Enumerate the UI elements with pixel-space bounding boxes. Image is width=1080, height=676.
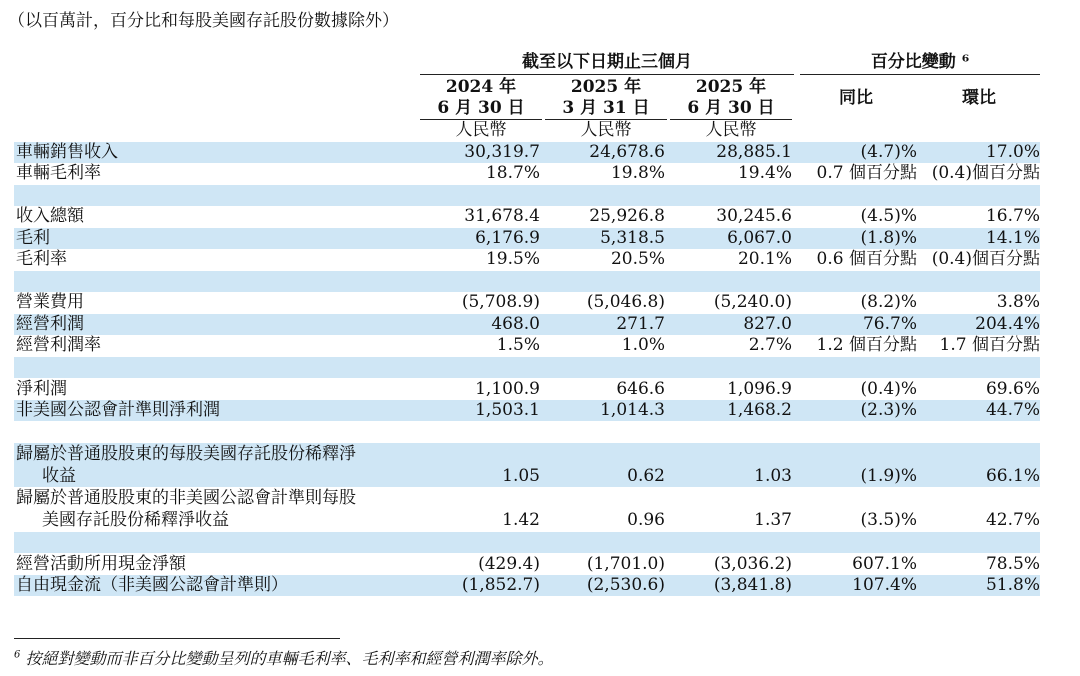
row-label: 經營利潤率 xyxy=(16,335,101,355)
footnote-text: 按絕對變動而非百分比變動呈列的車輛毛利率、毛利率和經營利潤率除外。 xyxy=(25,649,554,668)
cell-2024q2: 468.0 xyxy=(491,314,540,334)
cell-2025q2: (3,841.8) xyxy=(713,575,792,595)
cell-2025q2: 1,096.9 xyxy=(727,379,792,399)
cell-2025q2: 827.0 xyxy=(743,314,792,334)
col2-year: 2025 年 xyxy=(570,77,642,97)
header-rule-left xyxy=(420,74,794,75)
row-label: 經營利潤 xyxy=(16,314,84,334)
band xyxy=(14,532,1040,553)
cell-yoy: (1.9)% xyxy=(860,466,917,486)
cell-2025q2: 19.4% xyxy=(737,163,792,183)
cell-qoq: 42.7% xyxy=(985,510,1040,530)
table-row xyxy=(0,554,1080,575)
cell-yoy: 107.4% xyxy=(852,575,917,595)
header-rule-right xyxy=(800,74,1040,75)
row-label: 車輛銷售收入 xyxy=(16,142,118,162)
cell-qoq: (0.4)個百分點 xyxy=(931,163,1040,183)
cell-qoq: 17.0% xyxy=(985,142,1040,162)
table-row xyxy=(0,206,1080,227)
cell-2024q2: (1,852.7) xyxy=(461,575,540,595)
band xyxy=(14,185,1040,206)
cell-qoq: (0.4)個百分點 xyxy=(931,249,1040,269)
row-label-continued: 收益 xyxy=(42,466,76,486)
col1-year: 2024 年 xyxy=(445,77,517,97)
table-row xyxy=(0,314,1080,335)
row-label: 車輛毛利率 xyxy=(16,163,101,183)
cell-yoy: (3.5)% xyxy=(860,510,917,530)
table-row xyxy=(0,488,1080,509)
cell-2024q2: 1.5% xyxy=(496,335,540,355)
cell-2025q1: 20.5% xyxy=(610,249,665,269)
row-label: 歸屬於普通股股東的非美國公認會計準則每股 xyxy=(16,488,356,508)
cell-2025q2: (3,036.2) xyxy=(713,554,792,574)
cell-2024q2: 18.7% xyxy=(485,163,540,183)
cell-yoy: 0.7 個百分點 xyxy=(816,163,917,183)
row-label: 淨利潤 xyxy=(16,379,67,399)
cell-2025q1: 19.8% xyxy=(610,163,665,183)
col3-currency: 人民幣 xyxy=(705,120,757,140)
cell-2024q2: 1.05 xyxy=(502,466,540,486)
cell-2024q2: 1,100.9 xyxy=(475,379,540,399)
cell-yoy: (0.4)% xyxy=(860,379,917,399)
cell-qoq: 14.1% xyxy=(985,228,1040,248)
cell-2024q2: 6,176.9 xyxy=(475,228,540,248)
row-label: 自由現金流（非美國公認會計準則） xyxy=(16,575,288,595)
cell-2025q1: 0.96 xyxy=(627,510,665,530)
cell-yoy: (4.5)% xyxy=(860,206,917,226)
cell-2025q1: 646.6 xyxy=(616,379,665,399)
cell-yoy: 0.6 個百分點 xyxy=(816,249,917,269)
cell-2025q2: 2.7% xyxy=(748,335,792,355)
col1-currency: 人民幣 xyxy=(455,120,507,140)
cell-2025q1: (2,530.6) xyxy=(586,575,665,595)
row-label: 經營活動所用現金淨額 xyxy=(16,554,186,574)
cell-yoy: (4.7)% xyxy=(860,142,917,162)
col2-date: 3 月 31 日 xyxy=(562,98,650,118)
table-row xyxy=(0,400,1080,421)
cell-2025q2: 6,067.0 xyxy=(727,228,792,248)
cell-yoy: (2.3)% xyxy=(860,400,917,420)
cell-qoq: 69.6% xyxy=(985,379,1040,399)
cell-2024q2: 31,678.4 xyxy=(464,206,540,226)
cell-yoy: 76.7% xyxy=(862,314,917,334)
cell-2025q2: 1,468.2 xyxy=(727,400,792,420)
footnote xyxy=(14,646,553,669)
cell-qoq: 51.8% xyxy=(985,575,1040,595)
footnote-mark: 6 xyxy=(14,649,21,661)
units-note: （以百萬計，百分比和每股美國存託股份數據除外） xyxy=(8,11,399,31)
col2-currency: 人民幣 xyxy=(580,120,632,140)
cell-2025q2: 28,885.1 xyxy=(716,142,792,162)
cell-yoy: 607.1% xyxy=(852,554,917,574)
cell-2024q2: 30,319.7 xyxy=(464,142,540,162)
cell-2024q2: 19.5% xyxy=(485,249,540,269)
table-row xyxy=(0,142,1080,163)
row-label: 非美國公認會計準則淨利潤 xyxy=(16,400,220,420)
cell-yoy: (1.8)% xyxy=(860,228,917,248)
qoq-header: 環比 xyxy=(962,88,996,108)
table-row xyxy=(0,163,1080,184)
cell-2025q2: 1.37 xyxy=(754,510,792,530)
cell-2025q1: 1,014.3 xyxy=(600,400,665,420)
row-label: 營業費用 xyxy=(16,292,84,312)
cell-2025q1: 24,678.6 xyxy=(589,142,665,162)
cell-2025q2: 20.1% xyxy=(737,249,792,269)
cell-2024q2: (429.4) xyxy=(478,554,540,574)
cell-2024q2: 1,503.1 xyxy=(475,400,540,420)
row-label: 毛利率 xyxy=(16,249,67,269)
table-row xyxy=(0,466,1080,487)
cell-qoq: 16.7% xyxy=(985,206,1040,226)
table-row xyxy=(0,510,1080,531)
band xyxy=(14,357,1040,378)
table-row xyxy=(0,379,1080,400)
cell-2025q1: (5,046.8) xyxy=(586,292,665,312)
cell-2025q2: 1.03 xyxy=(754,466,792,486)
table-row xyxy=(0,249,1080,270)
cell-2025q1: 25,926.8 xyxy=(589,206,665,226)
row-label: 收入總額 xyxy=(16,206,84,226)
table-row xyxy=(0,228,1080,249)
table-row xyxy=(0,575,1080,596)
row-label-continued: 美國存託股份稀釋淨收益 xyxy=(42,510,229,530)
period-group-header: 截至以下日期止三個月 xyxy=(522,52,692,72)
table-row xyxy=(0,292,1080,313)
cell-2024q2: (5,708.9) xyxy=(461,292,540,312)
band xyxy=(14,271,1040,292)
cell-2025q1: 1.0% xyxy=(621,335,665,355)
cell-2024q2: 1.42 xyxy=(502,510,540,530)
cell-2025q1: 0.62 xyxy=(627,466,665,486)
footnote-rule xyxy=(14,638,340,639)
cell-2025q1: 271.7 xyxy=(616,314,665,334)
cell-2025q1: (1,701.0) xyxy=(586,554,665,574)
table-row xyxy=(0,444,1080,465)
cell-2025q2: (5,240.0) xyxy=(713,292,792,312)
yoy-header: 同比 xyxy=(839,88,873,108)
table-row xyxy=(0,335,1080,356)
row-label: 歸屬於普通股股東的每股美國存託股份稀釋淨 xyxy=(16,444,356,464)
cell-qoq: 44.7% xyxy=(985,400,1040,420)
change-group-header: 百分比變動 ⁶ xyxy=(870,52,970,72)
cell-2025q1: 5,318.5 xyxy=(600,228,665,248)
col1-date: 6 月 30 日 xyxy=(437,98,525,118)
cell-qoq: 78.5% xyxy=(985,554,1040,574)
cell-yoy: (8.2)% xyxy=(860,292,917,312)
cell-2025q2: 30,245.6 xyxy=(716,206,792,226)
cell-qoq: 66.1% xyxy=(985,466,1040,486)
row-label: 毛利 xyxy=(16,228,50,248)
col3-date: 6 月 30 日 xyxy=(687,98,775,118)
cell-qoq: 1.7 個百分點 xyxy=(939,335,1040,355)
col3-year: 2025 年 xyxy=(695,77,767,97)
cell-qoq: 3.8% xyxy=(996,292,1040,312)
cell-qoq: 204.4% xyxy=(975,314,1040,334)
cell-yoy: 1.2 個百分點 xyxy=(816,335,917,355)
